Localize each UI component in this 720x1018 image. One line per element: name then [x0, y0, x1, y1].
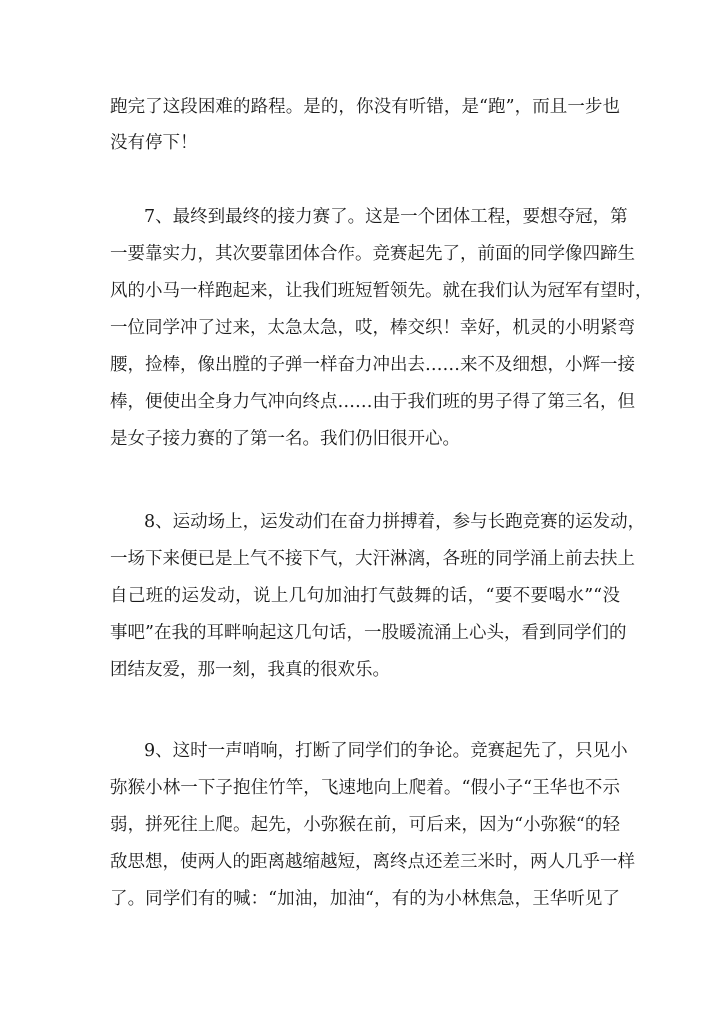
paragraph-line: 是女子接力赛的了第一名。我们仍旧很开心。 [110, 429, 460, 449]
paragraph-line: 弥猴小林一下子抱住竹竿，飞速地向上爬着。“假小子“王华也不示 [110, 778, 620, 798]
paragraph-line: 了。同学们有的喊：“加油，加油“，有的为小林焦急，王华听见了 [110, 889, 620, 909]
paragraph-line: 风的小马一样跑起来，让我们班短暂领先。就在我们认为冠军有望时， [110, 281, 653, 301]
paragraph-line: 没有停下！ [110, 133, 198, 153]
paragraph-first-line: 8、运动场上，运发动们在奋力拼搏着，参与长跑竞赛的运发动， [144, 512, 646, 532]
paragraph-line: 腰，捡棒，像出膛的子弹一样奋力冲出去……来不及细想，小辉一接 [110, 355, 635, 375]
paragraph-line: 敌思想，使两人的距离越缩越短，离终点还差三米时，两人几乎一样 [110, 852, 635, 872]
paragraph-first-line: 7、最终到最终的接力赛了。这是一个团体工程，要想夺冠，第 [144, 207, 628, 227]
paragraph-line: 跑完了这段困难的路程。是的，你没有听错，是“跑”，而且一步也 [110, 97, 620, 117]
paragraph-first-line: 9、这时一声哨响，打断了同学们的争论。竞赛起先了，只见小 [144, 741, 628, 761]
paragraph-line: 事吧”在我的耳畔响起这几句话，一股暖流涌上心头，看到同学们的 [110, 623, 627, 643]
paragraph-line: 团结友爱，那一刻，我真的很欢乐。 [110, 660, 390, 680]
paragraph-line: 一位同学冲了过来，太急太急，哎，棒交织！幸好，机灵的小明紧弯 [110, 318, 635, 338]
paragraph-line: 一场下来便已是上气不接下气，大汗淋漓，各班的同学涌上前去扶上 [110, 549, 635, 569]
paragraph-line: 棒，便使出全身力气冲向终点……由于我们班的男子得了第三名，但 [110, 392, 635, 412]
paragraph-line: 一要靠实力，其次要靠团体合作。竞赛起先了，前面的同学像四蹄生 [110, 244, 635, 264]
paragraph-line: 自己班的运发动，说上几句加油打气鼓舞的话，“要不要喝水”“没 [110, 586, 620, 606]
paragraph-line: 弱，拼死往上爬。起先，小弥猴在前，可后来，因为“小弥猴“的轻 [110, 815, 620, 835]
